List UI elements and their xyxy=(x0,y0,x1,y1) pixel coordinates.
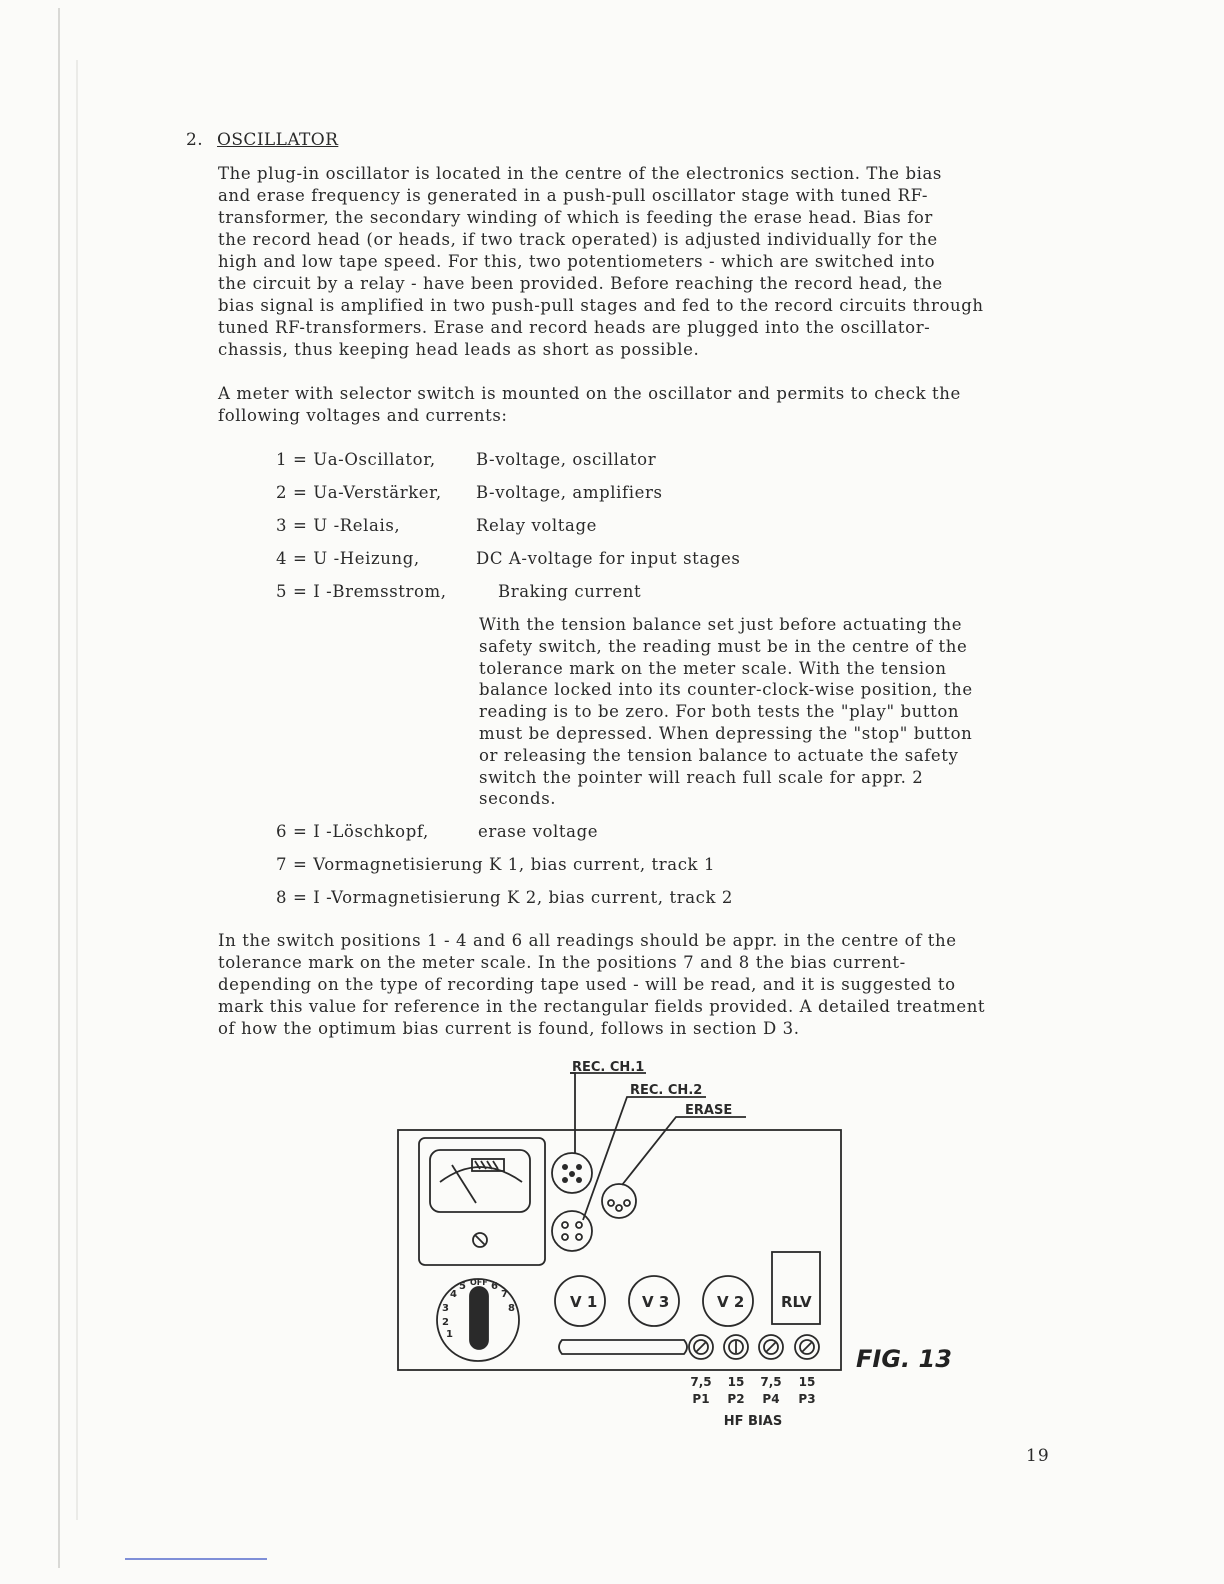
tube-label: V 2 xyxy=(717,1293,745,1311)
text-line: following voltages and currents: xyxy=(218,406,508,425)
switch-pos: 8 xyxy=(508,1303,515,1314)
text-line: and erase frequency is generated in a push-pull oscillator stage with tuned RF- xyxy=(218,186,929,205)
switch-pos: OFF xyxy=(470,1278,488,1287)
rec-ch2-socket xyxy=(552,1211,592,1251)
page-number: 19 xyxy=(1026,1446,1050,1466)
erase-socket xyxy=(602,1184,636,1218)
text-line: chassis, thus keeping head leads as short as possible. xyxy=(218,340,700,359)
text-line: of how the optimum bias current is found, follows in section D 3. xyxy=(218,1019,800,1038)
text-line: switch the pointer will reach full scale for appr. 2 xyxy=(479,767,924,787)
text-line: In the switch positions 1 - 4 and 6 all readings should be appr. in the centre of the xyxy=(218,931,957,950)
position-desc: erase voltage xyxy=(478,822,599,841)
relay-label: RLV xyxy=(781,1293,812,1311)
text-line: transformer, the secondary winding of which is feeding the erase head. Bias for xyxy=(218,208,933,227)
switch-pos: 5 xyxy=(459,1281,466,1292)
switch-pos: 1 xyxy=(446,1329,453,1340)
selector-knob xyxy=(470,1287,488,1349)
pot-name: P1 xyxy=(692,1392,710,1406)
position-code: 1 = Ua-Oscillator, xyxy=(276,450,436,469)
pot-speed: 15 xyxy=(727,1375,745,1389)
position-row-5 xyxy=(276,582,642,601)
text-line: bias signal is amplified in two push-pull stages and fed to the record circuits through xyxy=(218,296,984,315)
position-code: 4 = U -Heizung, xyxy=(276,549,420,568)
text-line: tolerance mark on the meter scale. In the positions 7 and 8 the bias current- xyxy=(218,953,906,972)
position-row-1 xyxy=(276,450,657,469)
relay-rlv xyxy=(772,1252,820,1324)
paragraph-intro xyxy=(218,163,1068,361)
footer-rule xyxy=(125,1558,267,1560)
position-row-2 xyxy=(276,483,663,502)
pot-name: P2 xyxy=(727,1392,745,1406)
switch-pos: 4 xyxy=(450,1289,457,1300)
text-line: A meter with selector switch is mounted on the oscillator and permits to check the xyxy=(218,384,961,403)
position-row-3 xyxy=(276,516,597,535)
text-line: mark this value for reference in the rectangular fields provided. A detailed treatment xyxy=(218,997,986,1016)
switch-pos: 7 xyxy=(501,1289,508,1300)
pot-speed: 7,5 xyxy=(690,1375,712,1389)
pot-name: P3 xyxy=(798,1392,816,1406)
callout-rec-ch1: REC. CH.1 xyxy=(572,1060,645,1075)
position-row-6 xyxy=(276,822,599,841)
paragraph-meter xyxy=(218,383,1068,427)
pot-speed: 15 xyxy=(798,1375,816,1389)
figure-label: FIG. 13 xyxy=(856,1345,952,1373)
position-desc: B-voltage, oscillator xyxy=(476,450,657,469)
braking-current-note xyxy=(479,614,1039,810)
switch-pos: 6 xyxy=(491,1281,498,1292)
position-desc: DC A-voltage for input stages xyxy=(476,549,741,568)
chassis-outline xyxy=(398,1130,841,1370)
position-row-8 xyxy=(276,888,733,907)
text-line: With the tension balance set just before actuating the xyxy=(479,615,963,634)
callout-rec-ch2: REC. CH.2 xyxy=(630,1083,703,1098)
position-row-7 xyxy=(276,855,715,874)
text-line: depending on the type of recording tape used - will be read, and it is suggested to xyxy=(218,975,956,994)
text-line: balance locked into its counter-clock-wise position, the xyxy=(479,680,973,700)
text-line: The plug-in oscillator is located in the centre of the electronics section. The bias xyxy=(218,164,942,183)
position-code: 7 = Vormagnetisierung K 1, bias current, track 1 xyxy=(276,855,716,874)
paragraph-readings xyxy=(218,930,1068,1040)
oscillator-panel-figure xyxy=(390,1055,950,1435)
erase-leader xyxy=(622,1117,746,1185)
pots-caption: HF BIAS xyxy=(723,1414,783,1429)
text-line: must be depressed. When depressing the "stop" button xyxy=(479,723,973,743)
pot-speed: 7,5 xyxy=(760,1375,782,1389)
text-line: high and low tape speed. For this, two potentiometers - which are switched into xyxy=(218,252,936,271)
tube-label: V 3 xyxy=(642,1293,670,1311)
chassis-slot xyxy=(559,1340,687,1354)
switch-pos: 2 xyxy=(442,1317,449,1328)
text-line: reading is to be zero. For both tests the "play" button xyxy=(479,702,960,722)
tube-label: V 1 xyxy=(570,1293,598,1311)
section-heading xyxy=(186,130,338,150)
switch-pos: 3 xyxy=(442,1303,449,1314)
position-desc: Braking current xyxy=(498,582,642,601)
position-code: 8 = I -Vormagnetisierung K 2, bias current, track 2 xyxy=(276,888,734,907)
position-code: 6 = I -Löschkopf, xyxy=(276,822,429,841)
text-line: tuned RF-transformers. Erase and record heads are plugged into the oscillator- xyxy=(218,318,931,337)
oscillator-panel-drawing xyxy=(390,1055,950,1435)
position-code: 3 = U -Relais, xyxy=(276,516,401,535)
text-line: or releasing the tension balance to actuate the safety xyxy=(479,745,959,765)
pot-name: P4 xyxy=(762,1392,780,1406)
position-code: 2 = Ua-Verstärker, xyxy=(276,483,442,502)
section-title: OSCILLATOR xyxy=(217,130,339,150)
text-line: seconds. xyxy=(479,789,557,809)
position-row-4 xyxy=(276,549,741,568)
rec-ch1-leader xyxy=(570,1073,575,1153)
meter-scale xyxy=(440,1167,522,1182)
text-line: tolerance mark on the meter scale. With the tension xyxy=(479,658,947,678)
text-line: the circuit by a relay - have been provided. Before reaching the record head, the xyxy=(218,274,943,293)
scan-edge-inner xyxy=(76,60,78,1520)
text-line: safety switch, the reading must be in the centre of the xyxy=(479,636,968,656)
position-desc: B-voltage, amplifiers xyxy=(476,483,663,502)
position-desc: Relay voltage xyxy=(476,516,597,535)
position-code: 5 = I -Bremsstrom, xyxy=(276,582,447,601)
scan-edge xyxy=(58,8,60,1568)
callout-erase: ERASE xyxy=(685,1103,733,1118)
section-number: 2. xyxy=(186,130,204,150)
text-line: the record head (or heads, if two track operated) is adjusted individually for the xyxy=(218,230,938,249)
